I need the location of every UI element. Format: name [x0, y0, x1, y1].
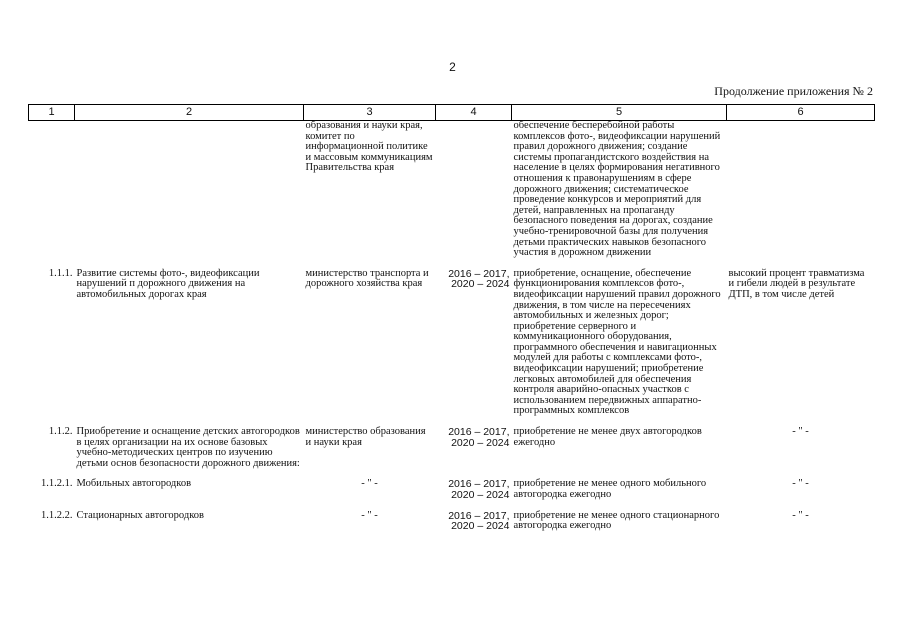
row-name: Приобретение и оснащение детских автогородков в целях организации на их основе базовых учебно-методических центров по изучению детьми основ безопасности дорожного движения: — [76, 426, 300, 469]
row-name: Мобильных автогородков — [76, 478, 192, 490]
row-content: приобретение не менее одного мобильного автогородка ежегодно — [513, 478, 707, 500]
row-content: приобретение, оснащение, обеспечение функционирования комплексов фото-, видеофиксации нарушений правил дорожного движения, в том числе на пересечениях автомобильных и железных дорог; приобретение серверного и коммуникационного оборудования, программного обеспечения и навигационных модулей для работы с комплексами фото-, видеофиксации нарушений; приобретение легковых автомобилей для обеспечения контроля аварийно-опасных участков с использованием передвижных аппаратно-программных комплексов — [513, 267, 721, 417]
row-reason: - " - — [792, 426, 809, 438]
row-number — [29, 121, 75, 269]
column-header: 4 — [436, 105, 512, 121]
table-row — [29, 511, 875, 532]
row-number: 1.1.2. — [48, 426, 73, 438]
row-content: приобретение не менее одного стационарного автогородка ежегодно — [513, 509, 720, 532]
row-years: 2016 – 2017, 2020 – 2024 — [448, 478, 510, 501]
row-content: обеспечение бесперебойной работы комплексов фото-, видеофиксации нарушений правил дорожного движения; создание системы пропагандистского воздействия на население в целях формирования негативного отношения к правонарушениям в сфере дорожного движения; систематическое проведение конкурсов и мероприятий для детей, направленных на пропаганду безопасного поведения на дорогах, создание учебно-тренировочной базы для получения детьми практических навыков безопасного участия в дорожном движении — [513, 120, 721, 259]
row-name: Стационарных автогородков — [76, 509, 204, 521]
table-row — [29, 427, 875, 479]
row-years — [436, 121, 512, 269]
row-executor: министерство образования и науки края — [305, 426, 426, 448]
continuation-label: Продолжение приложения № 2 — [714, 84, 873, 98]
row-name — [75, 121, 304, 269]
column-header: 2 — [75, 105, 304, 121]
program-table — [28, 104, 875, 532]
table-header-row — [29, 105, 875, 121]
column-header: 3 — [304, 105, 436, 121]
row-years: 2016 – 2017, 2020 – 2024 — [448, 509, 510, 533]
column-header: 6 — [727, 105, 875, 121]
row-reason: - " - — [792, 509, 809, 521]
row-years: 2016 – 2017, 2020 – 2024 — [448, 267, 510, 291]
row-reason: - " - — [792, 478, 809, 490]
row-reason: высокий процент травматизма и гибели людей в результате ДТП, в том числе детей — [728, 267, 865, 300]
table-row — [29, 479, 875, 510]
column-header: 1 — [29, 105, 75, 121]
table-row — [29, 121, 875, 269]
column-header: 5 — [512, 105, 727, 121]
row-executor: - " - — [361, 509, 378, 521]
row-number: 1.1.2.1. — [41, 478, 73, 490]
page-number: 2 — [449, 60, 456, 74]
row-number: 1.1.2.2. — [41, 509, 73, 521]
row-executor: - " - — [361, 478, 378, 490]
row-name: Развитие системы фото-, видеофиксации нарушений п дорожного движения на автомобильных дорогах края — [76, 267, 260, 300]
row-number: 1.1.1. — [48, 267, 73, 279]
table-row — [29, 269, 875, 427]
row-reason — [727, 121, 875, 269]
row-content: приобретение не менее двух автогородков ежегодно — [513, 426, 702, 448]
row-executor: министерство транспорта и дорожного хозяйства края — [305, 267, 429, 290]
row-executor: образования и науки края, комитет по информационной политике и массовым коммуникациям Правительства края — [305, 120, 433, 174]
row-years: 2016 – 2017, 2020 – 2024 — [448, 426, 510, 449]
